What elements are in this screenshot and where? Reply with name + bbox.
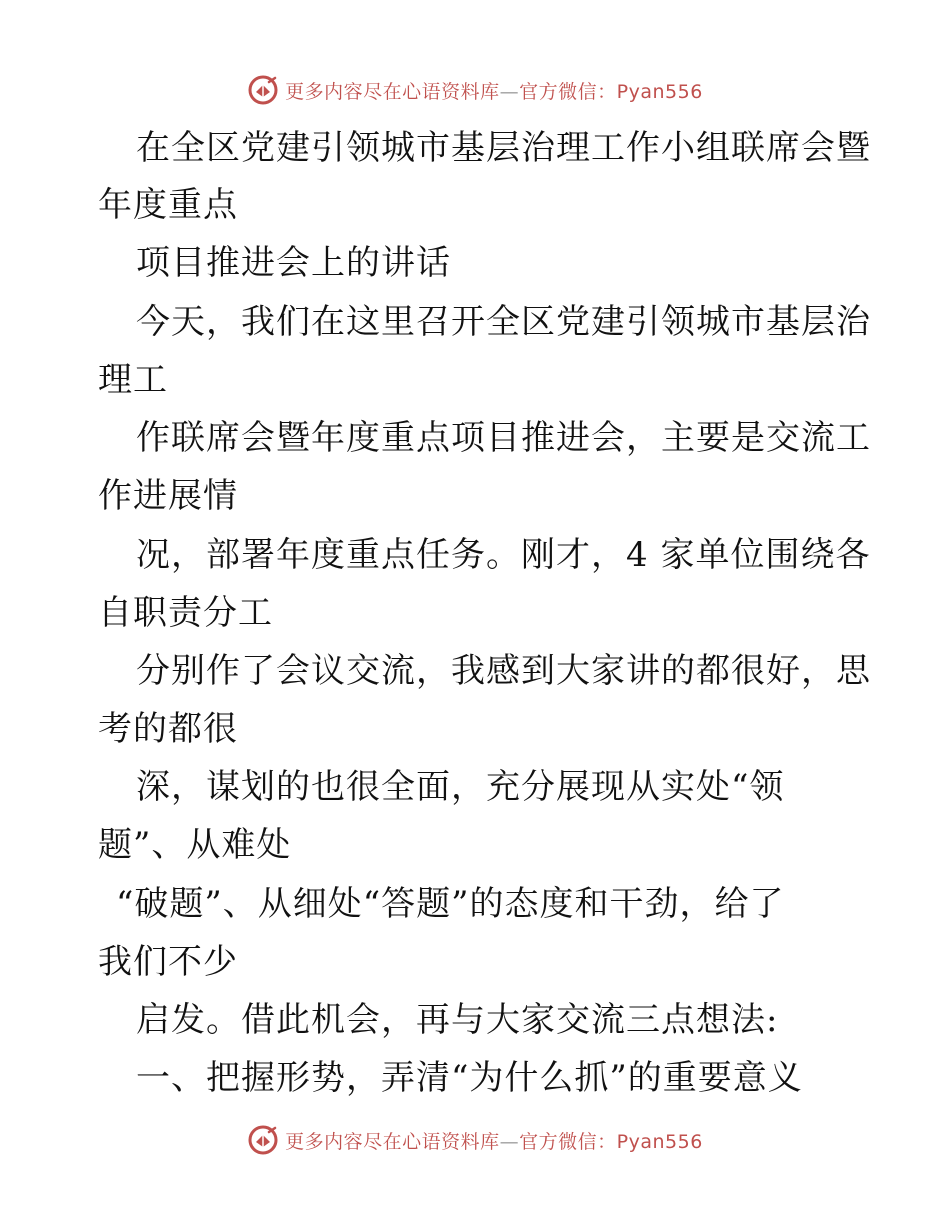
text-line: 理工 bbox=[98, 360, 168, 400]
text-line: 今天，我们在这里召开全区党建引领城市基层治 bbox=[136, 302, 871, 342]
text-line: 考的都很 bbox=[98, 709, 238, 749]
watermark-site: 更多内容尽在心语资料库 bbox=[285, 80, 500, 103]
text-line: 我们不少 bbox=[98, 942, 238, 982]
section-heading: 一、把握形势，弄清“为什么抓”的重要意义 bbox=[136, 1058, 803, 1098]
footer-watermark bbox=[0, 1120, 950, 1160]
text-line: 作进展情 bbox=[98, 476, 238, 516]
watermark-dash: — bbox=[499, 1130, 520, 1153]
watermark-dash: — bbox=[499, 80, 520, 103]
text-line: 自职责分工 bbox=[98, 593, 273, 633]
watermark-site: 更多内容尽在心语资料库 bbox=[285, 1130, 500, 1153]
title-line-3: 项目推进会上的讲话 bbox=[136, 243, 451, 283]
text-line: 深，谋划的也很全面，充分展现从实处“领 bbox=[136, 767, 785, 807]
text-line: 况，部署年度重点任务。刚才，4 家单位围绕各 bbox=[136, 535, 871, 575]
title-line-2: 年度重点 bbox=[98, 185, 238, 225]
watermark-text bbox=[285, 1127, 703, 1154]
text-line: 作联席会暨年度重点项目推进会，主要是交流工 bbox=[136, 418, 871, 458]
book-logo-icon bbox=[247, 1124, 279, 1156]
title-line-1: 在全区党建引领城市基层治理工作小组联席会暨 bbox=[136, 128, 871, 168]
text-line: 分别作了会议交流，我感到大家讲的都很好，思 bbox=[136, 651, 871, 691]
watermark-brand: 官方微信：Pyan556 bbox=[519, 80, 703, 103]
text-line: “破题”、从细处“答题”的态度和干劲，给了 bbox=[116, 884, 785, 924]
watermark-brand: 官方微信：Pyan556 bbox=[519, 1130, 703, 1153]
text-line: 启发。借此机会，再与大家交流三点想法: bbox=[136, 1000, 779, 1040]
text-line: 题”、从难处 bbox=[98, 825, 292, 865]
